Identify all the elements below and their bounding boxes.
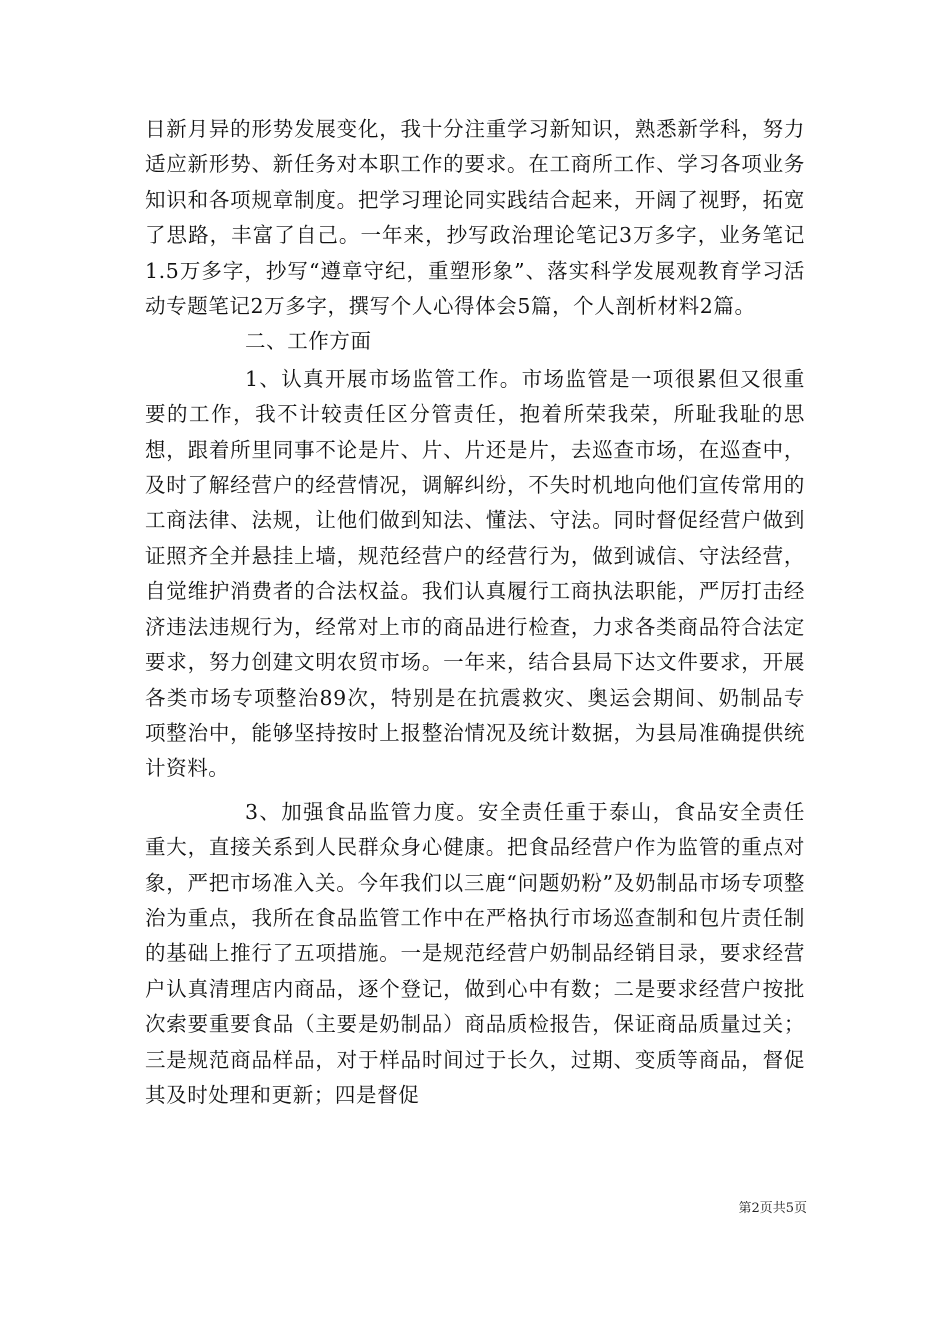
paragraph-study: 日新月异的形势发展变化，我十分注重学习新知识，熟悉新学科，努力适应新形势、新任务对本职工作的要求。在工商所工作、学习各项业务知识和各项规章制度。把学习理论同实践结合起来，开阔了视野，拓宽了思路，丰富了自己。一年来，抄写政治理论笔记3万多字，业务笔记1.5万多字，抄写“遵章守纪，重塑形象”、落实科学发展观教育学习活动专题笔记2万多字，撰写个人心得体会5篇，个人剖析材料2篇。: [145, 117, 805, 319]
paragraph-market-supervision: 1、认真开展市场监管工作。市场监管是一项很累但又很重要的工作，我不计较责任区分管责任，抱着所荣我荣，所耻我耻的思想，跟着所里同事不论是片、片、片还是片，去巡查市场，在巡查中，及时了解经营户的经营情况，调解纠纷，不失时机地向他们宣传常用的工商法律、法规，让他们做到知法、懂法、守法。同时督促经营户做到证照齐全并悬挂上墙，规范经营户的经营行为，做到诚信、守法经营，自觉维护消费者的合法权益。我们认真履行工商执法职能，严厉打击经济违法违规行为，经常对上市的商品进行检查，力求各类商品符合法定要求，努力创建文明农贸市场。一年来，结合县局下达文件要求，开展各类市场专项整治89次，特别是在抗震救灾、奥运会期间、奶制品专项整治中，能够坚持按时上报整治情况及统计数据，为县局准确提供统计资料。: [145, 366, 805, 781]
document-body: [145, 112, 805, 1113]
page-number: 第2页共5页: [738, 1201, 807, 1216]
section-heading-work: 二、工作方面: [245, 329, 372, 354]
paragraph-food-supervision: 3、加强食品监管力度。安全责任重于泰山，食品安全责任重大，直接关系到人民群众身心健康。把食品经营户作为监管的重点对象，严把市场准入关。今年我们以三鹿“问题奶粉”及奶制品市场专项整治为重点，我所在食品监管工作中在严格执行市场巡查制和包片责任制的基础上推行了五项措施。一是规范经营户奶制品经销目录，要求经营户认真清理店内商品，逐个登记，做到心中有数；二是要求经营户按批次索要重要食品（主要是奶制品）商品质检报告，保证商品质量过关；三是规范商品样品，对于样品时间过于长久，过期、变质等商品，督促其及时处理和更新；四是督促: [145, 799, 805, 1107]
